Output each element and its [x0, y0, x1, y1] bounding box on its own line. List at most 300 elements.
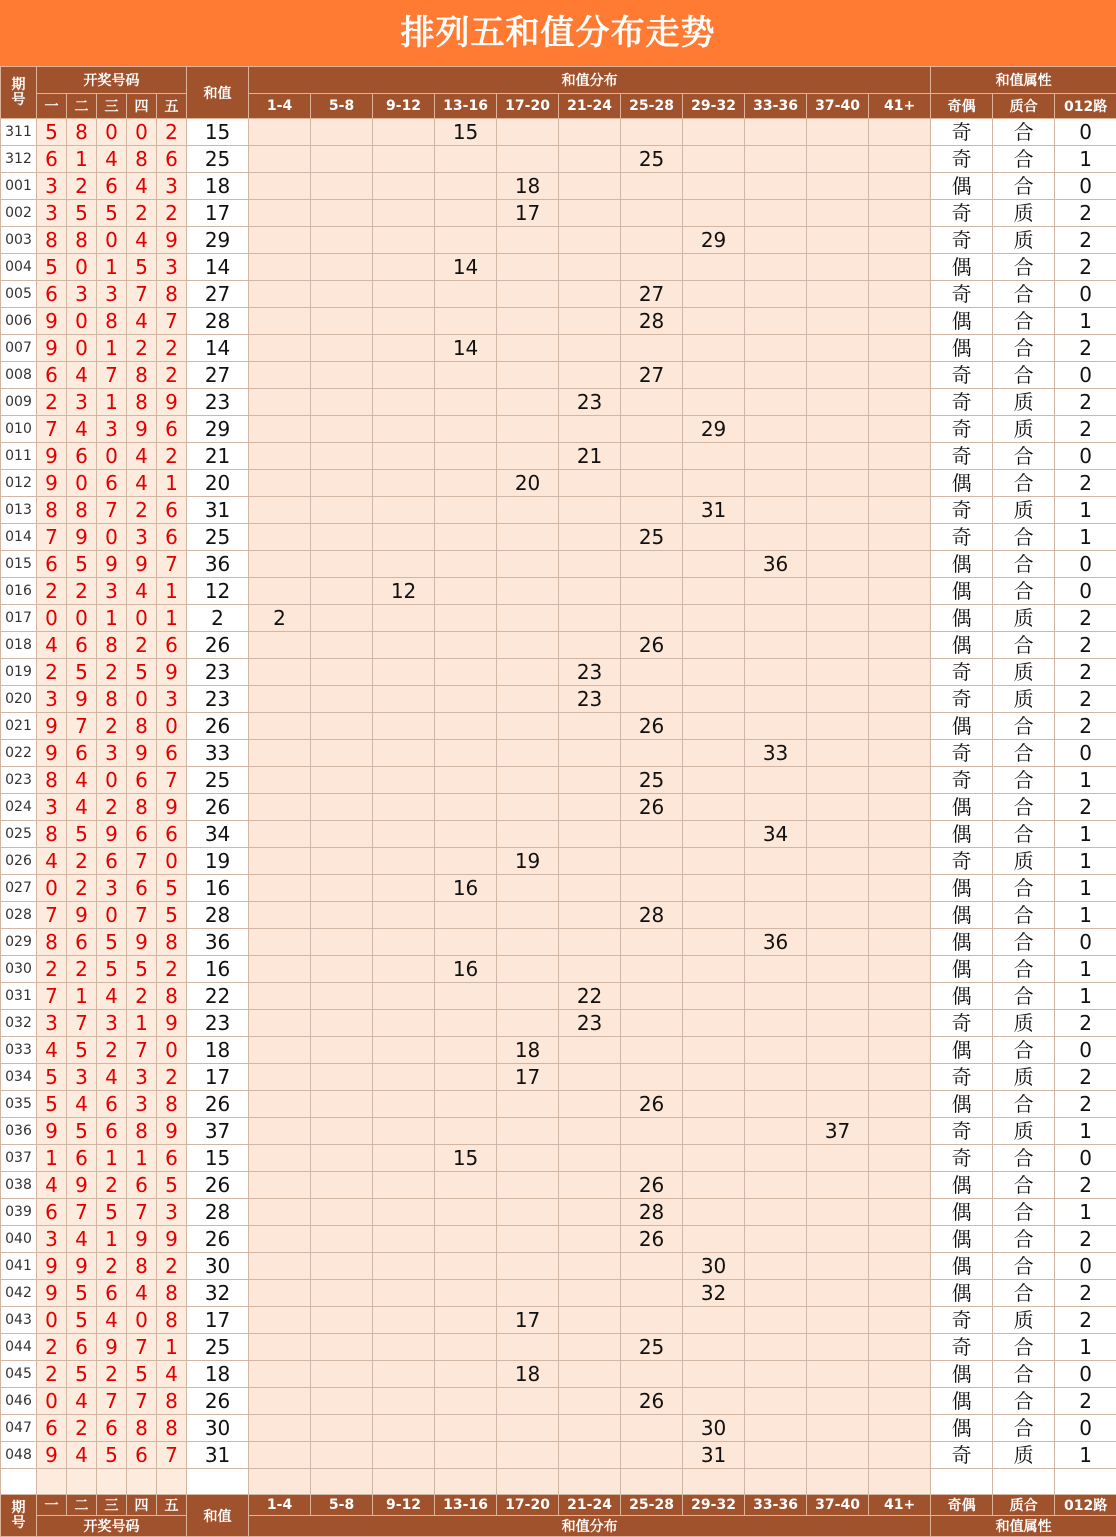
- distribution-cell: [435, 173, 497, 200]
- distribution-cell: [559, 1307, 621, 1334]
- period-cell: 032: [1, 1010, 37, 1037]
- digit-cell: 5: [67, 1361, 97, 1388]
- distribution-cell: [869, 389, 931, 416]
- distribution-mark: 25: [621, 524, 683, 551]
- digit-cell: 0: [127, 605, 157, 632]
- prime-cell: 合: [993, 1091, 1055, 1118]
- digit-cell: 7: [127, 1037, 157, 1064]
- digit-cell: 2: [37, 659, 67, 686]
- distribution-mark: 26: [621, 713, 683, 740]
- distribution-cell: [311, 497, 373, 524]
- prime-cell: 质: [993, 1010, 1055, 1037]
- digit-cell: 9: [37, 713, 67, 740]
- table-row: [1, 767, 1116, 794]
- digit-cell: 1: [97, 254, 127, 281]
- digit-cell: 4: [127, 173, 157, 200]
- distribution-cell: [249, 929, 311, 956]
- digit-cell: 9: [157, 659, 187, 686]
- mod3-cell: 2: [1055, 605, 1116, 632]
- distribution-cell: [621, 848, 683, 875]
- table-row: [1, 659, 1116, 686]
- distribution-mark: 26: [621, 1388, 683, 1415]
- distribution-cell: [311, 254, 373, 281]
- digit-cell: 2: [67, 875, 97, 902]
- distribution-cell: [807, 848, 869, 875]
- distribution-mark: 19: [497, 848, 559, 875]
- sum-cell: 14: [187, 254, 249, 281]
- prime-cell: 合: [993, 1145, 1055, 1172]
- distribution-cell: [311, 605, 373, 632]
- distribution-cell: [311, 362, 373, 389]
- spacer-cell: [435, 1469, 497, 1495]
- parity-cell: 偶: [931, 1037, 993, 1064]
- distribution-cell: [869, 497, 931, 524]
- digit-cell: 7: [127, 281, 157, 308]
- digit-cell: 4: [67, 362, 97, 389]
- distribution-cell: [311, 389, 373, 416]
- sum-cell: 25: [187, 146, 249, 173]
- distribution-cell: [373, 902, 435, 929]
- distribution-cell: [249, 551, 311, 578]
- digit-cell: 5: [97, 200, 127, 227]
- distribution-mark: 36: [745, 551, 807, 578]
- digit-cell: 8: [127, 1415, 157, 1442]
- distribution-cell: [683, 1145, 745, 1172]
- distribution-cell: [249, 146, 311, 173]
- distribution-mark: 25: [621, 767, 683, 794]
- table-row: [1, 1199, 1116, 1226]
- distribution-cell: [311, 200, 373, 227]
- distribution-cell: [249, 956, 311, 983]
- digit-cell: 2: [127, 497, 157, 524]
- digit-cell: 5: [97, 956, 127, 983]
- mod3-cell: 1: [1055, 308, 1116, 335]
- digit-cell: 6: [97, 1415, 127, 1442]
- digit-cell: 5: [67, 1280, 97, 1307]
- table-row: [1, 1010, 1116, 1037]
- distribution-cell: [745, 524, 807, 551]
- distribution-cell: [745, 1091, 807, 1118]
- distribution-cell: [559, 929, 621, 956]
- period-cell: 038: [1, 1172, 37, 1199]
- distribution-cell: [745, 1145, 807, 1172]
- digit-cell: 4: [67, 1226, 97, 1253]
- digit-cell: 5: [67, 1307, 97, 1334]
- parity-cell: 奇: [931, 524, 993, 551]
- digit-cell: 7: [97, 497, 127, 524]
- distribution-cell: [745, 173, 807, 200]
- distribution-cell: [683, 119, 745, 146]
- digit-cell: 8: [157, 929, 187, 956]
- prime-cell: 合: [993, 281, 1055, 308]
- distribution-mark: 18: [497, 1037, 559, 1064]
- table-row: [1, 524, 1116, 551]
- digit-cell: 6: [127, 767, 157, 794]
- distribution-cell: [807, 929, 869, 956]
- period-cell: 006: [1, 308, 37, 335]
- digit-cell: 6: [67, 740, 97, 767]
- parity-cell: 偶: [931, 1415, 993, 1442]
- period-cell: 044: [1, 1334, 37, 1361]
- distribution-cell: [869, 686, 931, 713]
- digit-cell: 5: [157, 875, 187, 902]
- digit-cell: 4: [67, 416, 97, 443]
- distribution-cell: [435, 1361, 497, 1388]
- range-header: 17-20: [497, 1495, 559, 1516]
- distribution-cell: [683, 605, 745, 632]
- distribution-cell: [435, 308, 497, 335]
- table-header: [1, 67, 1116, 119]
- parity-cell: 偶: [931, 983, 993, 1010]
- distribution-cell: [807, 767, 869, 794]
- prime-cell: 合: [993, 902, 1055, 929]
- distribution-cell: [311, 470, 373, 497]
- parity-cell: 奇: [931, 1307, 993, 1334]
- distribution-mark: 31: [683, 497, 745, 524]
- prime-cell: 合: [993, 173, 1055, 200]
- distribution-cell: [249, 1199, 311, 1226]
- sum-cell: 25: [187, 524, 249, 551]
- distribution-cell: [683, 1037, 745, 1064]
- distribution-mark: 14: [435, 335, 497, 362]
- attribute-column-header: 质合: [993, 94, 1055, 119]
- prime-cell: 质: [993, 497, 1055, 524]
- distribution-cell: [807, 254, 869, 281]
- distribution-cell: [869, 929, 931, 956]
- distribution-cell: [311, 335, 373, 362]
- range-header: 41+: [869, 94, 931, 119]
- distribution-mark: 26: [621, 1172, 683, 1199]
- distribution-cell: [869, 551, 931, 578]
- digit-cell: 9: [37, 335, 67, 362]
- distribution-cell: [683, 470, 745, 497]
- digit-cell: 4: [127, 1280, 157, 1307]
- distribution-cell: [559, 1226, 621, 1253]
- spacer-cell: [745, 1469, 807, 1495]
- digit-cell: 5: [37, 1064, 67, 1091]
- mod3-cell: 1: [1055, 497, 1116, 524]
- mod3-cell: 2: [1055, 470, 1116, 497]
- distribution-cell: [745, 227, 807, 254]
- distribution-cell: [497, 875, 559, 902]
- table-row: [1, 1415, 1116, 1442]
- digit-header: 四: [127, 1495, 157, 1516]
- digit-cell: 1: [67, 146, 97, 173]
- prime-cell: 合: [993, 1199, 1055, 1226]
- digit-cell: 6: [37, 146, 67, 173]
- distribution-cell: [311, 902, 373, 929]
- parity-cell: 偶: [931, 173, 993, 200]
- distribution-cell: [807, 578, 869, 605]
- period-cell: 004: [1, 254, 37, 281]
- distribution-cell: [497, 794, 559, 821]
- table-row: [1, 578, 1116, 605]
- distribution-cell: [807, 335, 869, 362]
- distribution-cell: [249, 200, 311, 227]
- table-row: [1, 1388, 1116, 1415]
- distribution-cell: [249, 227, 311, 254]
- digit-cell: 8: [157, 1091, 187, 1118]
- sum-cell: 2: [187, 605, 249, 632]
- distribution-cell: [807, 605, 869, 632]
- parity-cell: 奇: [931, 1145, 993, 1172]
- mod3-cell: 2: [1055, 713, 1116, 740]
- distribution-cell: [497, 902, 559, 929]
- distribution-cell: [311, 956, 373, 983]
- distribution-cell: [559, 767, 621, 794]
- distribution-mark: 29: [683, 227, 745, 254]
- digit-cell: 9: [127, 551, 157, 578]
- period-cell: 029: [1, 929, 37, 956]
- range-header: 33-36: [745, 1495, 807, 1516]
- distribution-cell: [621, 983, 683, 1010]
- period-cell: 045: [1, 1361, 37, 1388]
- distribution-mark: 27: [621, 362, 683, 389]
- sum-cell: 26: [187, 1091, 249, 1118]
- digit-cell: 1: [157, 1334, 187, 1361]
- distribution-cell: [373, 1172, 435, 1199]
- distribution-cell: [745, 308, 807, 335]
- distribution-cell: [559, 1172, 621, 1199]
- period-cell: 028: [1, 902, 37, 929]
- distribution-cell: [683, 1199, 745, 1226]
- distribution-cell: [745, 470, 807, 497]
- sum-cell: 29: [187, 416, 249, 443]
- period-cell: 018: [1, 632, 37, 659]
- digit-cell: 7: [67, 1199, 97, 1226]
- distribution-cell: [559, 821, 621, 848]
- sum-cell: 37: [187, 1118, 249, 1145]
- distribution-cell: [807, 1253, 869, 1280]
- digit-cell: 2: [157, 443, 187, 470]
- digit-cell: 0: [157, 1037, 187, 1064]
- digit-cell: 0: [127, 1307, 157, 1334]
- distribution-cell: [807, 362, 869, 389]
- parity-cell: 偶: [931, 1172, 993, 1199]
- period-cell: 021: [1, 713, 37, 740]
- distribution-cell: [621, 470, 683, 497]
- table-row: [1, 740, 1116, 767]
- distribution-cell: [497, 1226, 559, 1253]
- table-row: [1, 1091, 1116, 1118]
- distribution-cell: [683, 281, 745, 308]
- digit-cell: 5: [67, 1118, 97, 1145]
- period-cell: 312: [1, 146, 37, 173]
- distribution-cell: [745, 983, 807, 1010]
- distribution-cell: [745, 848, 807, 875]
- prime-cell: 合: [993, 308, 1055, 335]
- distribution-cell: [497, 1199, 559, 1226]
- range-header: 17-20: [497, 94, 559, 119]
- distribution-cell: [373, 497, 435, 524]
- range-header: 5-8: [311, 94, 373, 119]
- distribution-cell: [621, 173, 683, 200]
- distribution-cell: [497, 227, 559, 254]
- mod3-cell: 0: [1055, 1415, 1116, 1442]
- distribution-cell: [869, 254, 931, 281]
- distribution-cell: [745, 1010, 807, 1037]
- distribution-cell: [497, 524, 559, 551]
- mod3-cell: 1: [1055, 767, 1116, 794]
- spacer-cell: [1055, 1469, 1116, 1495]
- distribution-cell: [497, 308, 559, 335]
- sum-cell: 15: [187, 1145, 249, 1172]
- distribution-cell: [559, 1442, 621, 1469]
- prime-cell: 合: [993, 578, 1055, 605]
- digit-cell: 5: [37, 254, 67, 281]
- digit-cell: 0: [37, 605, 67, 632]
- digit-cell: 9: [37, 443, 67, 470]
- distribution-cell: [373, 443, 435, 470]
- period-cell: 020: [1, 686, 37, 713]
- distribution-cell: [249, 308, 311, 335]
- distribution-cell: [621, 227, 683, 254]
- distribution-cell: [807, 794, 869, 821]
- digit-cell: 9: [67, 1172, 97, 1199]
- distribution-cell: [869, 1334, 931, 1361]
- distribution-cell: [373, 227, 435, 254]
- mod3-cell: 0: [1055, 551, 1116, 578]
- chart-title: 排列五和值分布走势: [0, 0, 1116, 66]
- prime-cell: 合: [993, 551, 1055, 578]
- distribution-mark: 34: [745, 821, 807, 848]
- range-header: 37-40: [807, 1495, 869, 1516]
- period-cell: 041: [1, 1253, 37, 1280]
- distribution-cell: [621, 659, 683, 686]
- digit-cell: 4: [67, 794, 97, 821]
- period-cell: 013: [1, 497, 37, 524]
- sum-cell: 28: [187, 308, 249, 335]
- table-row: [1, 389, 1116, 416]
- digit-cell: 2: [97, 1172, 127, 1199]
- digit-cell: 7: [157, 308, 187, 335]
- attribute-column-header: 012路: [1055, 94, 1116, 119]
- distribution-cell: [249, 983, 311, 1010]
- digit-cell: 2: [97, 794, 127, 821]
- digit-cell: 2: [157, 956, 187, 983]
- sum-cell: 27: [187, 281, 249, 308]
- distribution-cell: [869, 1280, 931, 1307]
- distribution-cell: [311, 416, 373, 443]
- digit-header: 一: [37, 94, 67, 119]
- mod3-cell: 2: [1055, 200, 1116, 227]
- digit-cell: 2: [67, 578, 97, 605]
- distribution-cell: [807, 470, 869, 497]
- distribution-cell: [311, 443, 373, 470]
- prime-cell: 合: [993, 470, 1055, 497]
- digit-cell: 7: [67, 1010, 97, 1037]
- distribution-cell: [869, 173, 931, 200]
- mod3-cell: 1: [1055, 1442, 1116, 1469]
- distribution-cell: [807, 821, 869, 848]
- distribution-cell: [807, 389, 869, 416]
- mod3-cell: 0: [1055, 443, 1116, 470]
- distribution-cell: [497, 551, 559, 578]
- attribute-footer: 和值属性: [931, 1516, 1116, 1537]
- distribution-cell: [373, 281, 435, 308]
- distribution-cell: [249, 821, 311, 848]
- period-cell: 037: [1, 1145, 37, 1172]
- distribution-cell: [807, 713, 869, 740]
- period-cell: 001: [1, 173, 37, 200]
- digit-cell: 0: [97, 227, 127, 254]
- period-cell: 046: [1, 1388, 37, 1415]
- distribution-cell: [807, 1172, 869, 1199]
- prime-cell: 质: [993, 416, 1055, 443]
- distribution-cell: [869, 1010, 931, 1037]
- digit-cell: 3: [37, 794, 67, 821]
- digit-cell: 2: [97, 1361, 127, 1388]
- distribution-cell: [869, 524, 931, 551]
- spacer-cell: [373, 1469, 435, 1495]
- distribution-cell: [497, 254, 559, 281]
- parity-cell: 奇: [931, 767, 993, 794]
- digit-cell: 5: [157, 1172, 187, 1199]
- digit-cell: 9: [157, 389, 187, 416]
- distribution-cell: [497, 1118, 559, 1145]
- sum-cell: 16: [187, 956, 249, 983]
- distribution-cell: [683, 1172, 745, 1199]
- period-cell: 008: [1, 362, 37, 389]
- table-row: [1, 1064, 1116, 1091]
- digit-cell: 3: [127, 1091, 157, 1118]
- distribution-cell: [869, 794, 931, 821]
- prime-cell: 合: [993, 632, 1055, 659]
- distribution-cell: [373, 524, 435, 551]
- period-cell: 010: [1, 416, 37, 443]
- distribution-cell: [435, 281, 497, 308]
- digit-cell: 9: [97, 551, 127, 578]
- distribution-cell: [249, 1307, 311, 1334]
- table-row: [1, 605, 1116, 632]
- distribution-cell: [497, 605, 559, 632]
- digit-cell: 5: [67, 200, 97, 227]
- distribution-mark: 30: [683, 1253, 745, 1280]
- distribution-mark: 14: [435, 254, 497, 281]
- table-row: [1, 713, 1116, 740]
- distribution-cell: [621, 497, 683, 524]
- digit-cell: 0: [67, 470, 97, 497]
- digit-cell: 4: [127, 308, 157, 335]
- digit-cell: 3: [97, 281, 127, 308]
- parity-cell: 奇: [931, 659, 993, 686]
- table-row: [1, 146, 1116, 173]
- distribution-cell: [373, 767, 435, 794]
- prime-cell: 合: [993, 1253, 1055, 1280]
- distribution-mark: 33: [745, 740, 807, 767]
- distribution-cell: [869, 119, 931, 146]
- distribution-cell: [559, 848, 621, 875]
- distribution-mark: 26: [621, 1091, 683, 1118]
- distribution-cell: [311, 1334, 373, 1361]
- digit-cell: 2: [157, 1064, 187, 1091]
- distribution-cell: [869, 578, 931, 605]
- sum-cell: 28: [187, 902, 249, 929]
- distribution-cell: [497, 1091, 559, 1118]
- digit-cell: 2: [37, 956, 67, 983]
- distribution-mark: 32: [683, 1280, 745, 1307]
- distribution-cell: [435, 1442, 497, 1469]
- prime-cell: 质: [993, 848, 1055, 875]
- range-header: 9-12: [373, 1495, 435, 1516]
- digit-cell: 8: [37, 821, 67, 848]
- distribution-cell: [373, 1253, 435, 1280]
- distribution-cell: [249, 1118, 311, 1145]
- distribution-cell: [807, 1361, 869, 1388]
- distribution-cell: [311, 713, 373, 740]
- distribution-mark: 37: [807, 1118, 869, 1145]
- distribution-cell: [249, 1064, 311, 1091]
